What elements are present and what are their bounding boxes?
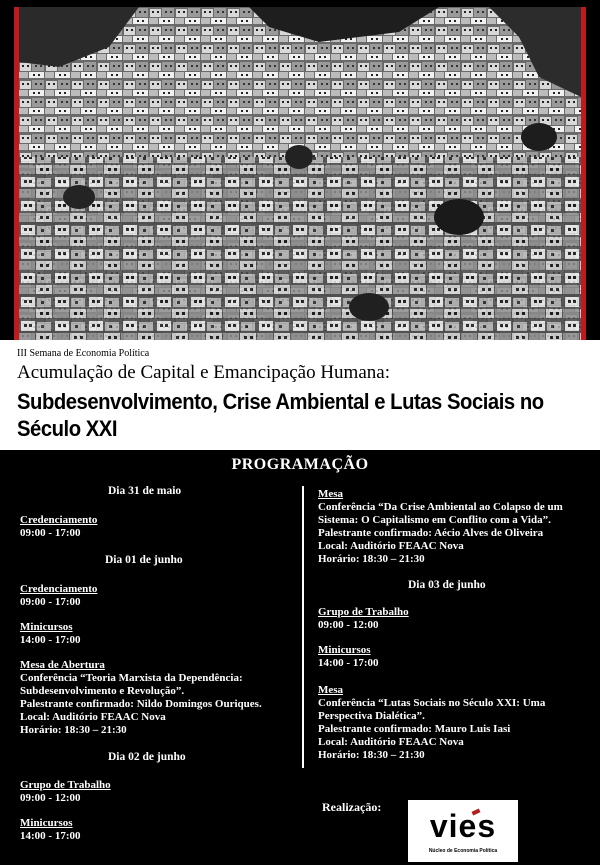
- vies-logo: [408, 800, 518, 862]
- session-label: Credenciamento: [20, 583, 98, 595]
- day-03-junho: Dia 03 de junho: [408, 579, 486, 591]
- event-headline: [17, 388, 551, 442]
- program-title: PROGRAMAÇÃO: [231, 456, 369, 473]
- realizacao-label: Realização:: [322, 800, 382, 814]
- session-time: 09:00 - 17:00: [20, 527, 81, 539]
- session-line: Palestrante confirmado: Nildo Domingos Ouriques.: [20, 698, 262, 710]
- session-credenciamento-2: [20, 583, 97, 609]
- day-01-junho: Dia 01 de junho: [105, 554, 183, 566]
- hero-photo-frame: [14, 7, 586, 340]
- session-minicursos-1: [20, 621, 81, 647]
- session-line: Perspectiva Dialética”.: [318, 710, 425, 722]
- session-time: 14:00 - 17:00: [20, 634, 81, 646]
- session-time: 09:00 - 12:00: [20, 792, 81, 804]
- session-mesa-lutas-sociais: [318, 684, 588, 762]
- day-31-maio: Dia 31 de maio: [108, 485, 182, 497]
- session-label: Grupo de Trabalho: [20, 779, 111, 791]
- session-line: Conferência “Da Crise Ambiental ao Colapso de um: [318, 501, 563, 513]
- session-mesa-abertura: [20, 659, 290, 737]
- event-subtitle: Acumulação de Capital e Emancipação Humana:: [17, 362, 390, 383]
- session-line: Conferência “Teoria Marxista da Dependência:: [20, 672, 243, 684]
- session-label: Mesa: [318, 684, 344, 696]
- session-minicursos-3: [318, 644, 379, 670]
- day-02-junho: Dia 02 de junho: [108, 751, 186, 763]
- session-line: Palestrante confirmado: Mauro Luis Iasi: [318, 723, 511, 735]
- session-label: Credenciamento: [20, 514, 98, 526]
- session-line: Local: Auditório FEAAC Nova: [318, 736, 464, 748]
- session-line: Horário: 18:30 – 21:30: [318, 553, 425, 565]
- session-label: Minicursos: [318, 644, 371, 656]
- session-grupo-trabalho-1: [20, 779, 111, 805]
- title-box: [0, 340, 600, 450]
- session-line: Palestrante confirmado: Aécio Alves de Oliveira: [318, 527, 544, 539]
- session-line: Subdesenvolvimento e Revolução”.: [20, 685, 185, 697]
- column-divider: [302, 486, 304, 768]
- session-label: Mesa de Abertura: [20, 659, 105, 671]
- session-time: 14:00 - 17:00: [318, 657, 379, 669]
- session-time: 09:00 - 12:00: [318, 619, 379, 631]
- session-line: Local: Auditório FEAAC Nova: [318, 540, 464, 552]
- session-credenciamento-1: [20, 514, 97, 540]
- session-grupo-trabalho-2: [318, 606, 409, 632]
- headline-line-2: Século XXI: [17, 416, 118, 441]
- session-time: 09:00 - 17:00: [20, 596, 81, 608]
- headline-line-1: Subdesenvolvimento, Crise Ambiental e Lutas Sociais no: [17, 389, 544, 414]
- session-line: Sistema: O Capitalismo em Conflito com a Vida”.: [318, 514, 551, 526]
- session-mesa-crise-ambiental: [318, 488, 588, 566]
- session-line: Local: Auditório FEAAC Nova: [20, 711, 166, 723]
- edition-label: III Semana de Economia Política: [17, 348, 150, 359]
- session-label: Grupo de Trabalho: [318, 606, 409, 618]
- session-line: Conferência “Lutas Sociais no Século XXI: Uma: [318, 697, 546, 709]
- logo-subtitle: Núcleo de Economia Política: [428, 848, 498, 854]
- favela-photo: [19, 7, 581, 340]
- session-label: Mesa: [318, 488, 344, 500]
- session-time: 14:00 - 17:00: [20, 830, 81, 842]
- session-line: Horário: 18:30 – 21:30: [20, 724, 127, 736]
- session-minicursos-2: [20, 817, 81, 843]
- session-label: Minicursos: [20, 621, 73, 633]
- session-line: Horário: 18:30 – 21:30: [318, 749, 425, 761]
- session-label: Minicursos: [20, 817, 73, 829]
- logo-wordmark: vies: [429, 808, 497, 844]
